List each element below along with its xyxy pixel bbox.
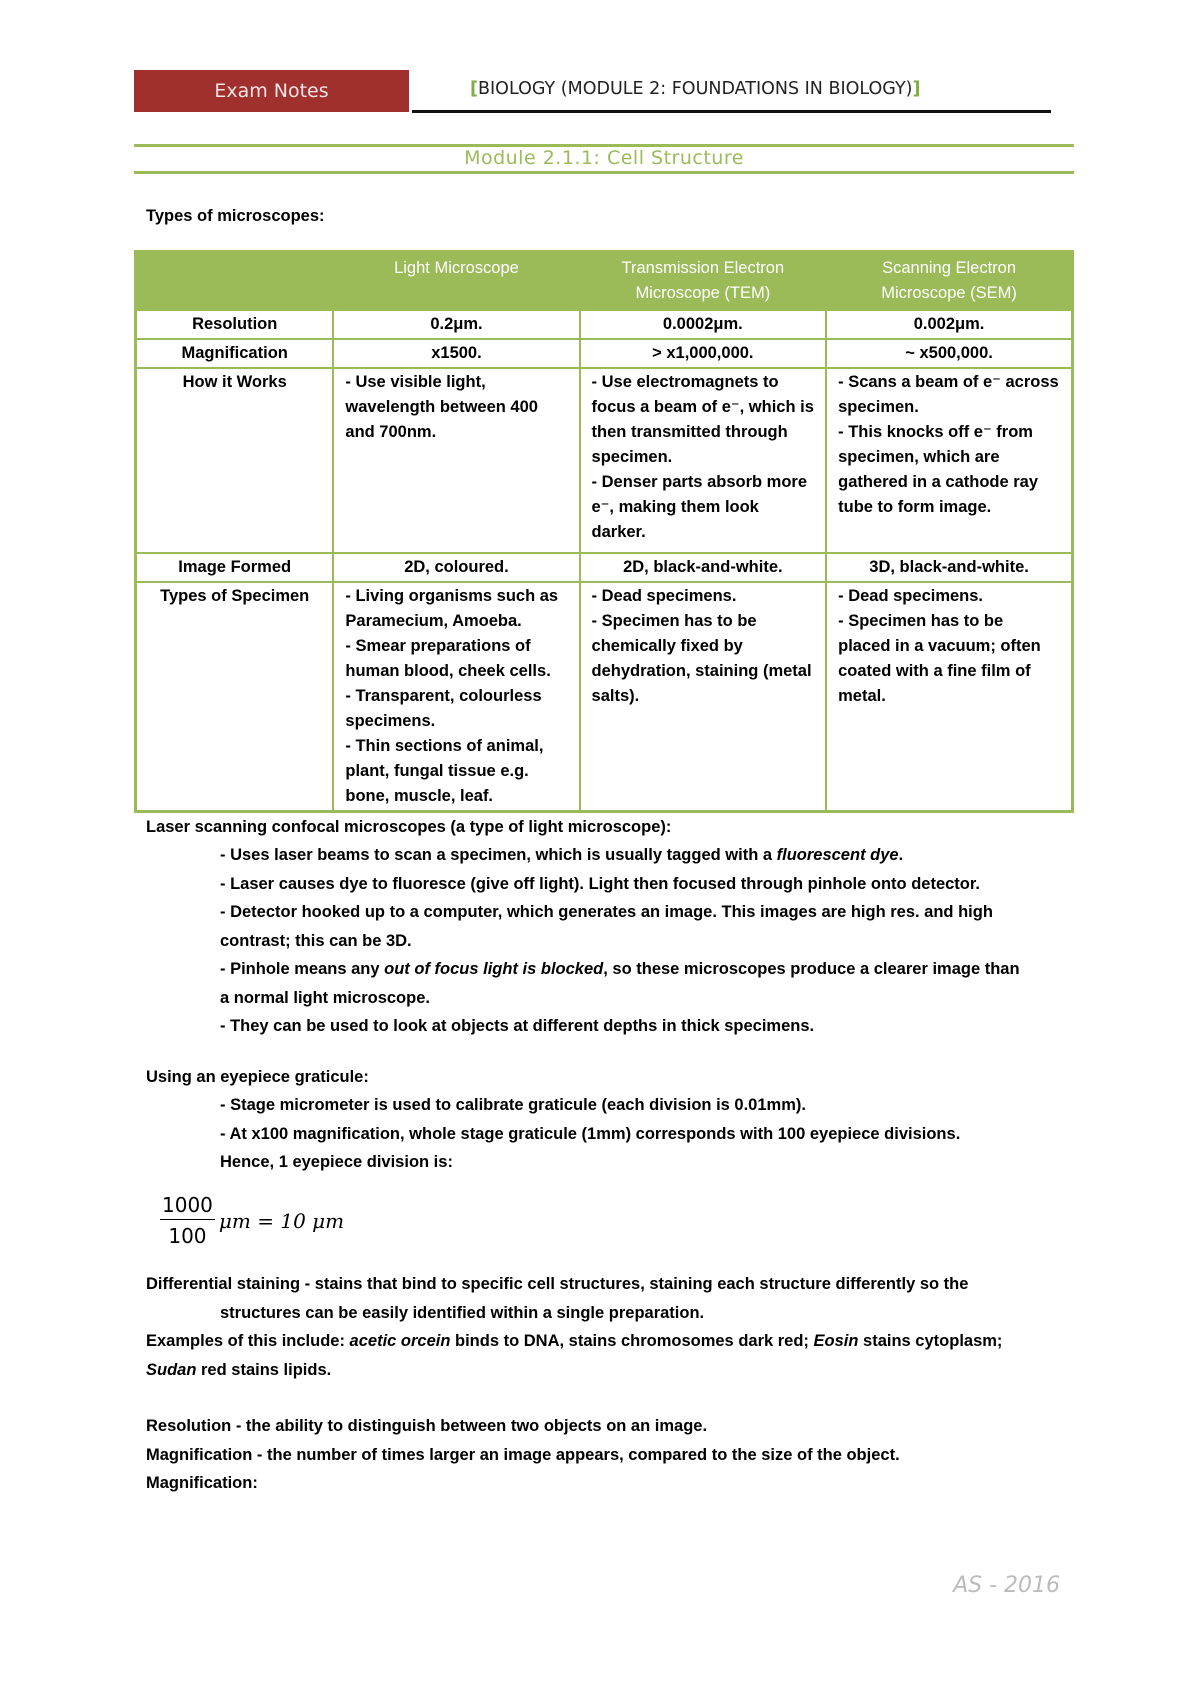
table-row xyxy=(136,310,1073,339)
graticule-heading: Using an eyepiece graticule: xyxy=(146,1068,369,1086)
row-label: Resolution xyxy=(136,310,334,339)
cell-line: - Use visible light, wavelength between 400 and 700nm. xyxy=(345,373,538,441)
magnification-definition: Magnification - the number of times larger an image appears, compared to the size of the object. xyxy=(146,1445,900,1464)
cell-line: - Scans a beam of e⁻ across specimen. xyxy=(838,373,1059,416)
table-cell xyxy=(826,582,1072,812)
table-cell xyxy=(333,368,579,553)
confocal-line: - Laser causes dye to fluoresce (give off light). Light then focused through pinhole onto detector. xyxy=(220,874,980,893)
staining-term: Differential staining xyxy=(146,1275,301,1293)
module-title: Module 2.1.1: Cell Structure xyxy=(464,147,744,169)
cell-line: - Living organisms such as Paramecium, Amoeba. xyxy=(345,587,559,630)
cell-line: - Specimen has to be placed in a vacuum; often coated with a fine film of metal. xyxy=(838,612,1041,705)
definitions-block xyxy=(146,1412,900,1498)
module-rule-bottom xyxy=(134,171,1074,174)
staining-block xyxy=(146,1270,1002,1384)
table-header-cell: Scanning Electron Microscope (SEM) xyxy=(826,252,1072,311)
table-cell: 0.002μm. xyxy=(826,310,1072,339)
header-bracket-close: ] xyxy=(912,79,921,99)
table-cell xyxy=(580,368,827,553)
table-row xyxy=(136,368,1073,553)
cell-line: - Transparent, colourless specimens. xyxy=(345,687,542,730)
row-label: Magnification xyxy=(136,339,334,368)
header-title xyxy=(470,79,921,99)
table-cell xyxy=(333,582,579,812)
confocal-line: - Detector hooked up to a computer, which generates an image. This images are high res. and high xyxy=(220,903,993,921)
graticule-line: - At x100 magnification, whole stage graticule (1mm) corresponds with 100 eyepiece divisions. xyxy=(220,1124,961,1143)
table-row xyxy=(136,582,1073,812)
blocked-light-emphasis: out of focus light is blocked xyxy=(384,960,604,978)
cell-line: - Smear preparations of human blood, cheek cells. xyxy=(345,637,551,680)
staining-examples: Examples of this include: acetic orcein binds to DNA, stains chromosomes dark red; Eosin stains cytoplasm; xyxy=(146,1332,1003,1350)
formula-fraction xyxy=(160,1193,215,1248)
graticule-line: - Stage micrometer is used to calibrate graticule (each division is 0.01mm). xyxy=(220,1096,806,1114)
confocal-block xyxy=(146,841,1020,1041)
row-label: How it Works xyxy=(136,368,334,553)
table-cell: ~ x500,000. xyxy=(826,339,1072,368)
table-cell xyxy=(580,582,827,812)
table-cell: 0.0002μm. xyxy=(580,310,827,339)
confocal-line: contrast; this can be 3D. xyxy=(220,931,412,950)
header-bracket-open: [ xyxy=(470,79,478,99)
cell-line: - Denser parts absorb more e⁻, making them look darker. xyxy=(591,473,808,541)
formula-denominator: 100 xyxy=(168,1224,207,1248)
fluorescent-dye-emphasis: fluorescent dye xyxy=(776,846,899,864)
staining-examples-cont: Sudan red stains lipids. xyxy=(146,1360,332,1379)
confocal-line: a normal light microscope. xyxy=(220,988,430,1007)
page-footer: AS - 2016 xyxy=(953,1573,1060,1598)
cell-line: - Thin sections of animal, plant, fungal tissue e.g. bone, muscle, leaf. xyxy=(345,737,544,805)
header-divider xyxy=(412,110,1051,113)
graticule-block xyxy=(146,1091,960,1177)
table-row xyxy=(136,339,1073,368)
eyepiece-formula xyxy=(160,1193,344,1248)
table-cell: 2D, black-and-white. xyxy=(580,553,827,582)
table-cell xyxy=(826,368,1072,553)
table-header-cell: Light Microscope xyxy=(333,252,579,311)
staining-definition-cont: structures can be easily identified within a single preparation. xyxy=(220,1303,705,1322)
microscope-table xyxy=(134,250,1074,813)
table-cell: 0.2μm. xyxy=(333,310,579,339)
confocal-line: - Pinhole means any out of focus light is blocked, so these microscopes produce a clearer image than xyxy=(220,960,1020,978)
confocal-line: - They can be used to look at objects at different depths in thick specimens. xyxy=(220,1017,815,1035)
cell-line: - Dead specimens. xyxy=(838,587,984,605)
table-row xyxy=(136,553,1073,582)
row-label: Types of Specimen xyxy=(136,582,334,812)
graticule-line: Hence, 1 eyepiece division is: xyxy=(220,1153,453,1171)
table-cell: 3D, black-and-white. xyxy=(826,553,1072,582)
confocal-line: - Uses laser beams to scan a specimen, which is usually tagged with a fluorescent dye. xyxy=(220,846,904,864)
cell-line: - Use electromagnets to focus a beam of e⁻, which is then transmitted through specimen. xyxy=(591,373,814,466)
cell-line: - This knocks off e⁻ from specimen, which are gathered in a cathode ray tube to form image. xyxy=(838,423,1039,516)
table-cell: 2D, coloured. xyxy=(333,553,579,582)
cell-line: - Dead specimens. xyxy=(591,587,737,605)
table-header-cell: Transmission Electron Microscope (TEM) xyxy=(580,252,827,311)
types-heading: Types of microscopes: xyxy=(146,207,325,225)
formula-numerator: 1000 xyxy=(160,1193,215,1220)
confocal-heading: Laser scanning confocal microscopes (a type of light microscope): xyxy=(146,818,672,836)
table-cell: x1500. xyxy=(333,339,579,368)
formula-result: μm = 10 μm xyxy=(218,1208,345,1233)
header-title-text: BIOLOGY (MODULE 2: FOUNDATIONS IN BIOLOGY) xyxy=(478,79,913,99)
resolution-definition: Resolution - the ability to distinguish between two objects on an image. xyxy=(146,1417,708,1435)
table-header-cell xyxy=(136,252,334,311)
exam-notes-badge: Exam Notes xyxy=(134,70,409,112)
magnification-heading: Magnification: xyxy=(146,1474,258,1492)
table-cell: > x1,000,000. xyxy=(580,339,827,368)
staining-definition: Differential staining - stains that bind to specific cell structures, staining each structure differently so the xyxy=(146,1275,969,1293)
row-label: Image Formed xyxy=(136,553,334,582)
cell-line: - Specimen has to be chemically fixed by dehydration, staining (metal salts). xyxy=(591,612,812,705)
table-header-row xyxy=(136,252,1073,311)
